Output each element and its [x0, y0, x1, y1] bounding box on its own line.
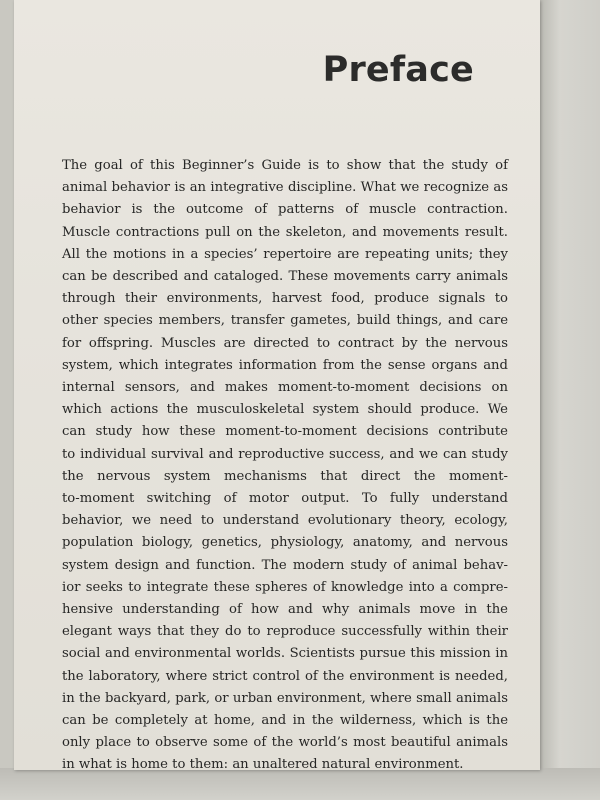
text-line: the nervous system mechanisms that direct the moment- — [62, 468, 508, 484]
background-surface-right — [538, 0, 600, 800]
text-line: internal sensors, and makes moment-to-moment decisions on — [62, 380, 508, 396]
preface-paragraph — [62, 155, 508, 777]
text-line: can be described and cataloged. These movements carry animals — [62, 269, 508, 285]
text-line: to individual survival and reproductive success, and we can study — [62, 446, 508, 462]
text-line: system, which integrates information from the sense organs and — [62, 357, 508, 373]
text-line: only place to observe some of the world’s most beautiful animals — [62, 735, 508, 751]
text-line: elegant ways that they do to reproduce successfully within their — [62, 624, 508, 640]
text-line: can be completely at home, and in the wilderness, which is the — [62, 713, 508, 729]
text-line: All the motions in a species’ repertoire are repeating units; they — [62, 246, 508, 262]
text-line: hensive understanding of how and why animals move in the — [62, 602, 508, 618]
text-line: the laboratory, where strict control of the environment is needed, — [62, 668, 508, 684]
text-line: to-moment switching of motor output. To fully understand — [62, 491, 508, 507]
text-line: behavior is the outcome of patterns of muscle contraction. — [62, 202, 508, 218]
text-line: through their environments, harvest food, produce signals to — [62, 291, 508, 307]
text-line: for offspring. Muscles are directed to contract by the nervous — [62, 335, 508, 351]
page-title: Preface — [322, 50, 474, 90]
text-line: population biology, genetics, physiology, anatomy, and nervous — [62, 535, 508, 551]
text-line: which actions the musculoskeletal system should produce. We — [62, 402, 508, 418]
book-page — [14, 0, 540, 773]
text-line: social and environmental worlds. Scientists pursue this mission in — [62, 646, 508, 662]
text-line: Muscle contractions pull on the skeleton, and movements result. — [62, 224, 508, 240]
text-line: in the backyard, park, or urban environment, where small animals — [62, 690, 508, 706]
text-line: behavior, we need to understand evolutionary theory, ecology, — [62, 513, 508, 529]
text-line: ior seeks to integrate these spheres of knowledge into a compre- — [62, 579, 508, 595]
text-line: in what is home to them: an unaltered natural environment. — [62, 757, 464, 773]
text-line: animal behavior is an integrative discipline. What we recognize as — [62, 180, 508, 196]
text-line: other species members, transfer gametes, build things, and care — [62, 313, 508, 329]
text-line: can study how these moment-to-moment decisions contribute — [62, 424, 508, 440]
text-line: The goal of this Beginner’s Guide is to show that the study of — [62, 158, 508, 173]
text-line: system design and function. The modern study of animal behav- — [62, 557, 508, 573]
